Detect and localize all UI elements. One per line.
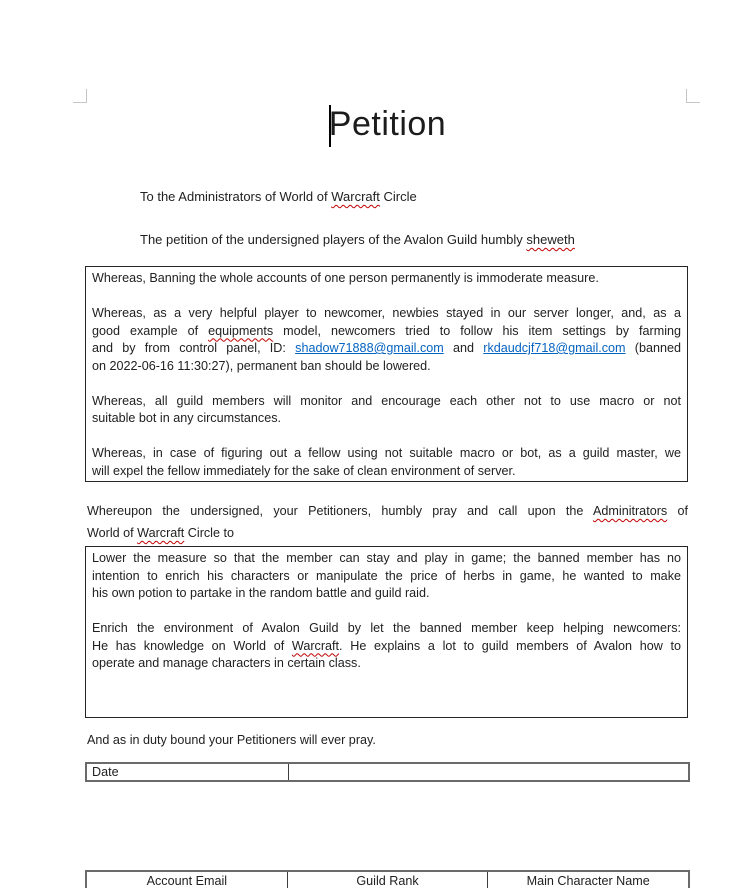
text-line — [92, 340, 681, 358]
text-line — [92, 568, 681, 586]
signature-table-header-row — [85, 870, 690, 888]
text-line — [92, 445, 681, 463]
email-link[interactable]: rkdaudcjf718@gmail.com — [483, 341, 626, 355]
date-table — [85, 762, 690, 782]
paragraph — [92, 620, 681, 673]
text-run: Whereas, in case of figuring out a fellow using not suitable macro or bot, as a guild master, we — [92, 446, 681, 460]
text-run: and by from control panel, ID: — [92, 341, 296, 355]
misspelled-word: Adminitrators — [593, 504, 668, 518]
whereupon-paragraph — [87, 500, 688, 544]
text-run: intention to enrich his characters or manipulate the price of herbs in game, he wanted to make — [92, 568, 681, 583]
text-run: Circle — [379, 189, 417, 204]
text-line — [92, 410, 681, 428]
paragraph — [92, 270, 681, 288]
text-run: The petition of the undersigned players of the Avalon Guild humbly — [140, 232, 527, 247]
misspelled-word: Warcraft — [291, 638, 340, 653]
email-link[interactable]: shadow71888@gmail.com — [295, 341, 444, 355]
text-line — [87, 522, 688, 544]
salutation-line — [140, 188, 417, 206]
misspelled-word: equipments — [208, 323, 274, 338]
text-line — [92, 463, 681, 481]
text-line — [92, 323, 681, 341]
paragraph — [92, 550, 681, 603]
text-line — [92, 305, 681, 323]
misspelled-word: Warcraft — [137, 526, 185, 540]
text-line — [92, 620, 681, 638]
text-line — [87, 500, 688, 522]
text-line — [92, 585, 681, 603]
header-cell-main-character-name: Main Character Name — [487, 872, 688, 888]
prayer-box — [85, 546, 688, 718]
whereas-box — [85, 266, 688, 482]
text-run: and — [443, 341, 484, 355]
text-run: Whereas, Banning the whole accounts of one person permanently is immoderate measure. — [92, 271, 599, 285]
text-run: will expel the fellow immediately for the sake of clean environment of server. — [92, 463, 516, 478]
text-line — [92, 638, 681, 656]
misspelled-word: Warcraft — [331, 189, 380, 204]
text-run: his own potion to partake in the random battle and guild raid. — [92, 586, 430, 600]
text-run: Circle to — [184, 526, 234, 540]
text-run: (banned — [625, 341, 682, 355]
misspelled-word: sheweth — [526, 232, 575, 247]
date-value-cell[interactable] — [289, 764, 688, 780]
text-run: Whereas, as a very helpful player to newcomer, newbies stayed in our server longer, and, as a — [92, 306, 681, 320]
text-run: operate and manage characters in certain class. — [92, 656, 361, 670]
paragraph — [92, 445, 681, 480]
text-run: He has knowledge on World of — [92, 638, 292, 653]
text-line — [92, 550, 681, 568]
paragraph — [92, 393, 681, 428]
text-run: Enrich the environment of Avalon Guild by let the banned member keep helping newcomers: — [92, 621, 681, 635]
closing-line: And as in duty bound your Petitioners will ever pray. — [87, 733, 376, 747]
margin-corner-mark-top-right — [686, 89, 700, 103]
margin-corner-mark-top-left — [73, 89, 87, 103]
page-title: Petition — [328, 105, 447, 143]
text-run: To the Administrators of World of — [140, 189, 332, 204]
date-label-cell: Date — [87, 764, 289, 780]
text-run: Whereupon the undersigned, your Petitioners, humbly pray and call upon the — [87, 504, 593, 518]
text-line — [92, 358, 681, 376]
text-line — [92, 393, 681, 411]
text-line — [92, 270, 681, 288]
text-run: World of — [87, 526, 138, 540]
header-cell-account-email: Account Email — [146, 874, 228, 888]
text-run: of — [667, 504, 688, 518]
text-run: on 2022-06-16 11:30:27), permanent ban should be lowered. — [92, 358, 431, 373]
header-cell-guild-rank: Guild Rank — [287, 872, 488, 888]
text-run: model, newcomers tried to follow his item settings by farming — [273, 323, 681, 338]
text-run: suitable bot in any circumstances. — [92, 411, 281, 425]
text-line — [92, 655, 681, 673]
text-run: Whereas, all guild members will monitor and encourage each other not to use macro or not — [92, 393, 681, 408]
petition-intro-line — [140, 231, 575, 249]
paragraph — [87, 500, 688, 544]
text-run: Lower the measure so that the member can stay and play in game; the banned member has no — [92, 551, 681, 565]
text-run: good example of — [92, 323, 209, 338]
paragraph — [92, 305, 681, 375]
text-run: . He explains a lot to guild members of Avalon how to — [339, 638, 682, 653]
